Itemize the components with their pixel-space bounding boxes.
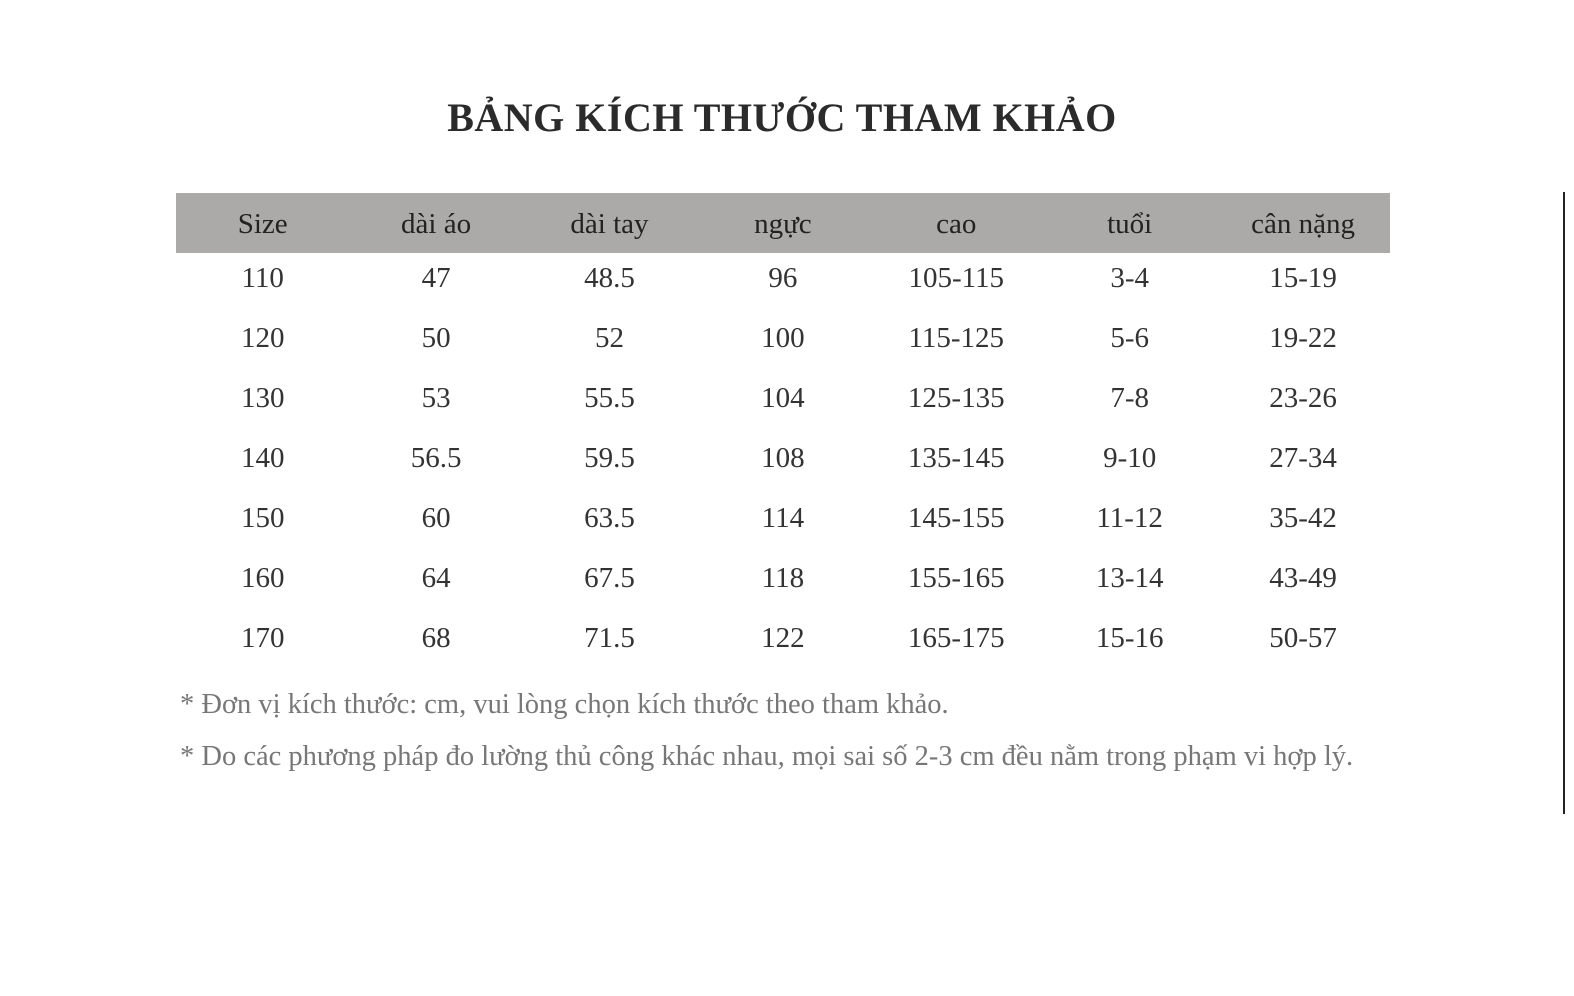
table-cell: 105-115 xyxy=(908,262,1005,294)
header-sleeve-length: dài tay xyxy=(570,208,649,240)
table-cell: 23-26 xyxy=(1269,382,1337,414)
table-cell: 53 xyxy=(421,382,451,414)
table-cell: 43-49 xyxy=(1269,562,1337,594)
right-edge-rule xyxy=(1563,192,1565,814)
table-cell: 59.5 xyxy=(584,442,635,474)
table-cell: 63.5 xyxy=(584,502,635,534)
size-notes xyxy=(180,686,1380,790)
table-cell: 5-6 xyxy=(1110,322,1149,354)
table-cell: 15-19 xyxy=(1269,262,1337,294)
table-cell: 150 xyxy=(240,502,285,534)
table-cell: 135-145 xyxy=(907,442,1005,474)
header-chest: ngực xyxy=(754,208,812,240)
table-cell: 52 xyxy=(594,322,624,354)
table-cell: 110 xyxy=(241,262,284,294)
table-row xyxy=(176,373,1390,433)
table-cell: 165-175 xyxy=(907,622,1005,654)
table-row xyxy=(176,613,1390,673)
size-table xyxy=(176,193,1390,673)
table-cell: 60 xyxy=(421,502,451,534)
table-cell: 155-165 xyxy=(907,562,1005,594)
table-cell: 27-34 xyxy=(1269,442,1337,474)
table-cell: 47 xyxy=(421,262,451,294)
table-cell: 50 xyxy=(421,322,451,354)
header-weight: cân nặng xyxy=(1251,208,1355,240)
table-cell: 55.5 xyxy=(584,382,635,414)
table-cell: 3-4 xyxy=(1110,262,1149,294)
note-tolerance: * Do các phương pháp đo lường thủ công khác nhau, mọi sai số 2-3 cm đều nằm trong phạm vi hợp lý. xyxy=(180,741,1354,772)
table-cell: 48.5 xyxy=(584,262,635,294)
header-height: cao xyxy=(936,208,977,240)
table-cell: 7-8 xyxy=(1110,382,1149,414)
table-cell: 125-135 xyxy=(907,382,1005,414)
page-title: BẢNG KÍCH THƯỚC THAM KHẢO xyxy=(447,95,1117,140)
note-unit: * Đơn vị kích thước: cm, vui lòng chọn kích thước theo tham khảo. xyxy=(180,689,949,720)
table-cell: 170 xyxy=(240,622,285,654)
table-header-row xyxy=(176,193,1390,253)
table-cell: 114 xyxy=(761,502,805,534)
table-cell: 120 xyxy=(240,322,285,354)
table-cell: 100 xyxy=(761,322,805,354)
table-cell: 104 xyxy=(761,382,805,414)
table-cell: 130 xyxy=(240,382,285,414)
table-row xyxy=(176,553,1390,613)
table-cell: 9-10 xyxy=(1103,442,1157,474)
table-row xyxy=(176,253,1390,313)
table-cell: 160 xyxy=(240,562,285,594)
table-cell: 96 xyxy=(768,262,798,294)
header-shirt-length: dài áo xyxy=(401,208,472,240)
table-cell: 68 xyxy=(421,622,451,654)
table-cell: 67.5 xyxy=(584,562,635,594)
table-row xyxy=(176,313,1390,373)
table-row xyxy=(176,433,1390,493)
table-cell: 11-12 xyxy=(1096,502,1163,534)
table-cell: 15-16 xyxy=(1095,622,1164,654)
table-cell: 64 xyxy=(421,562,451,594)
table-cell: 118 xyxy=(761,562,805,594)
header-age: tuổi xyxy=(1107,208,1153,240)
table-cell: 50-57 xyxy=(1269,622,1337,654)
table-cell: 140 xyxy=(240,442,285,474)
table-cell: 115-125 xyxy=(908,322,1005,354)
header-size: Size xyxy=(237,208,288,240)
table-cell: 19-22 xyxy=(1269,322,1337,354)
table-cell: 35-42 xyxy=(1269,502,1337,534)
table-cell: 13-14 xyxy=(1095,562,1164,594)
table-cell: 122 xyxy=(761,622,805,654)
table-cell: 108 xyxy=(761,442,805,474)
table-cell: 145-155 xyxy=(907,502,1005,534)
table-row xyxy=(176,493,1390,553)
table-cell: 71.5 xyxy=(584,622,635,654)
table-cell: 56.5 xyxy=(410,442,462,474)
